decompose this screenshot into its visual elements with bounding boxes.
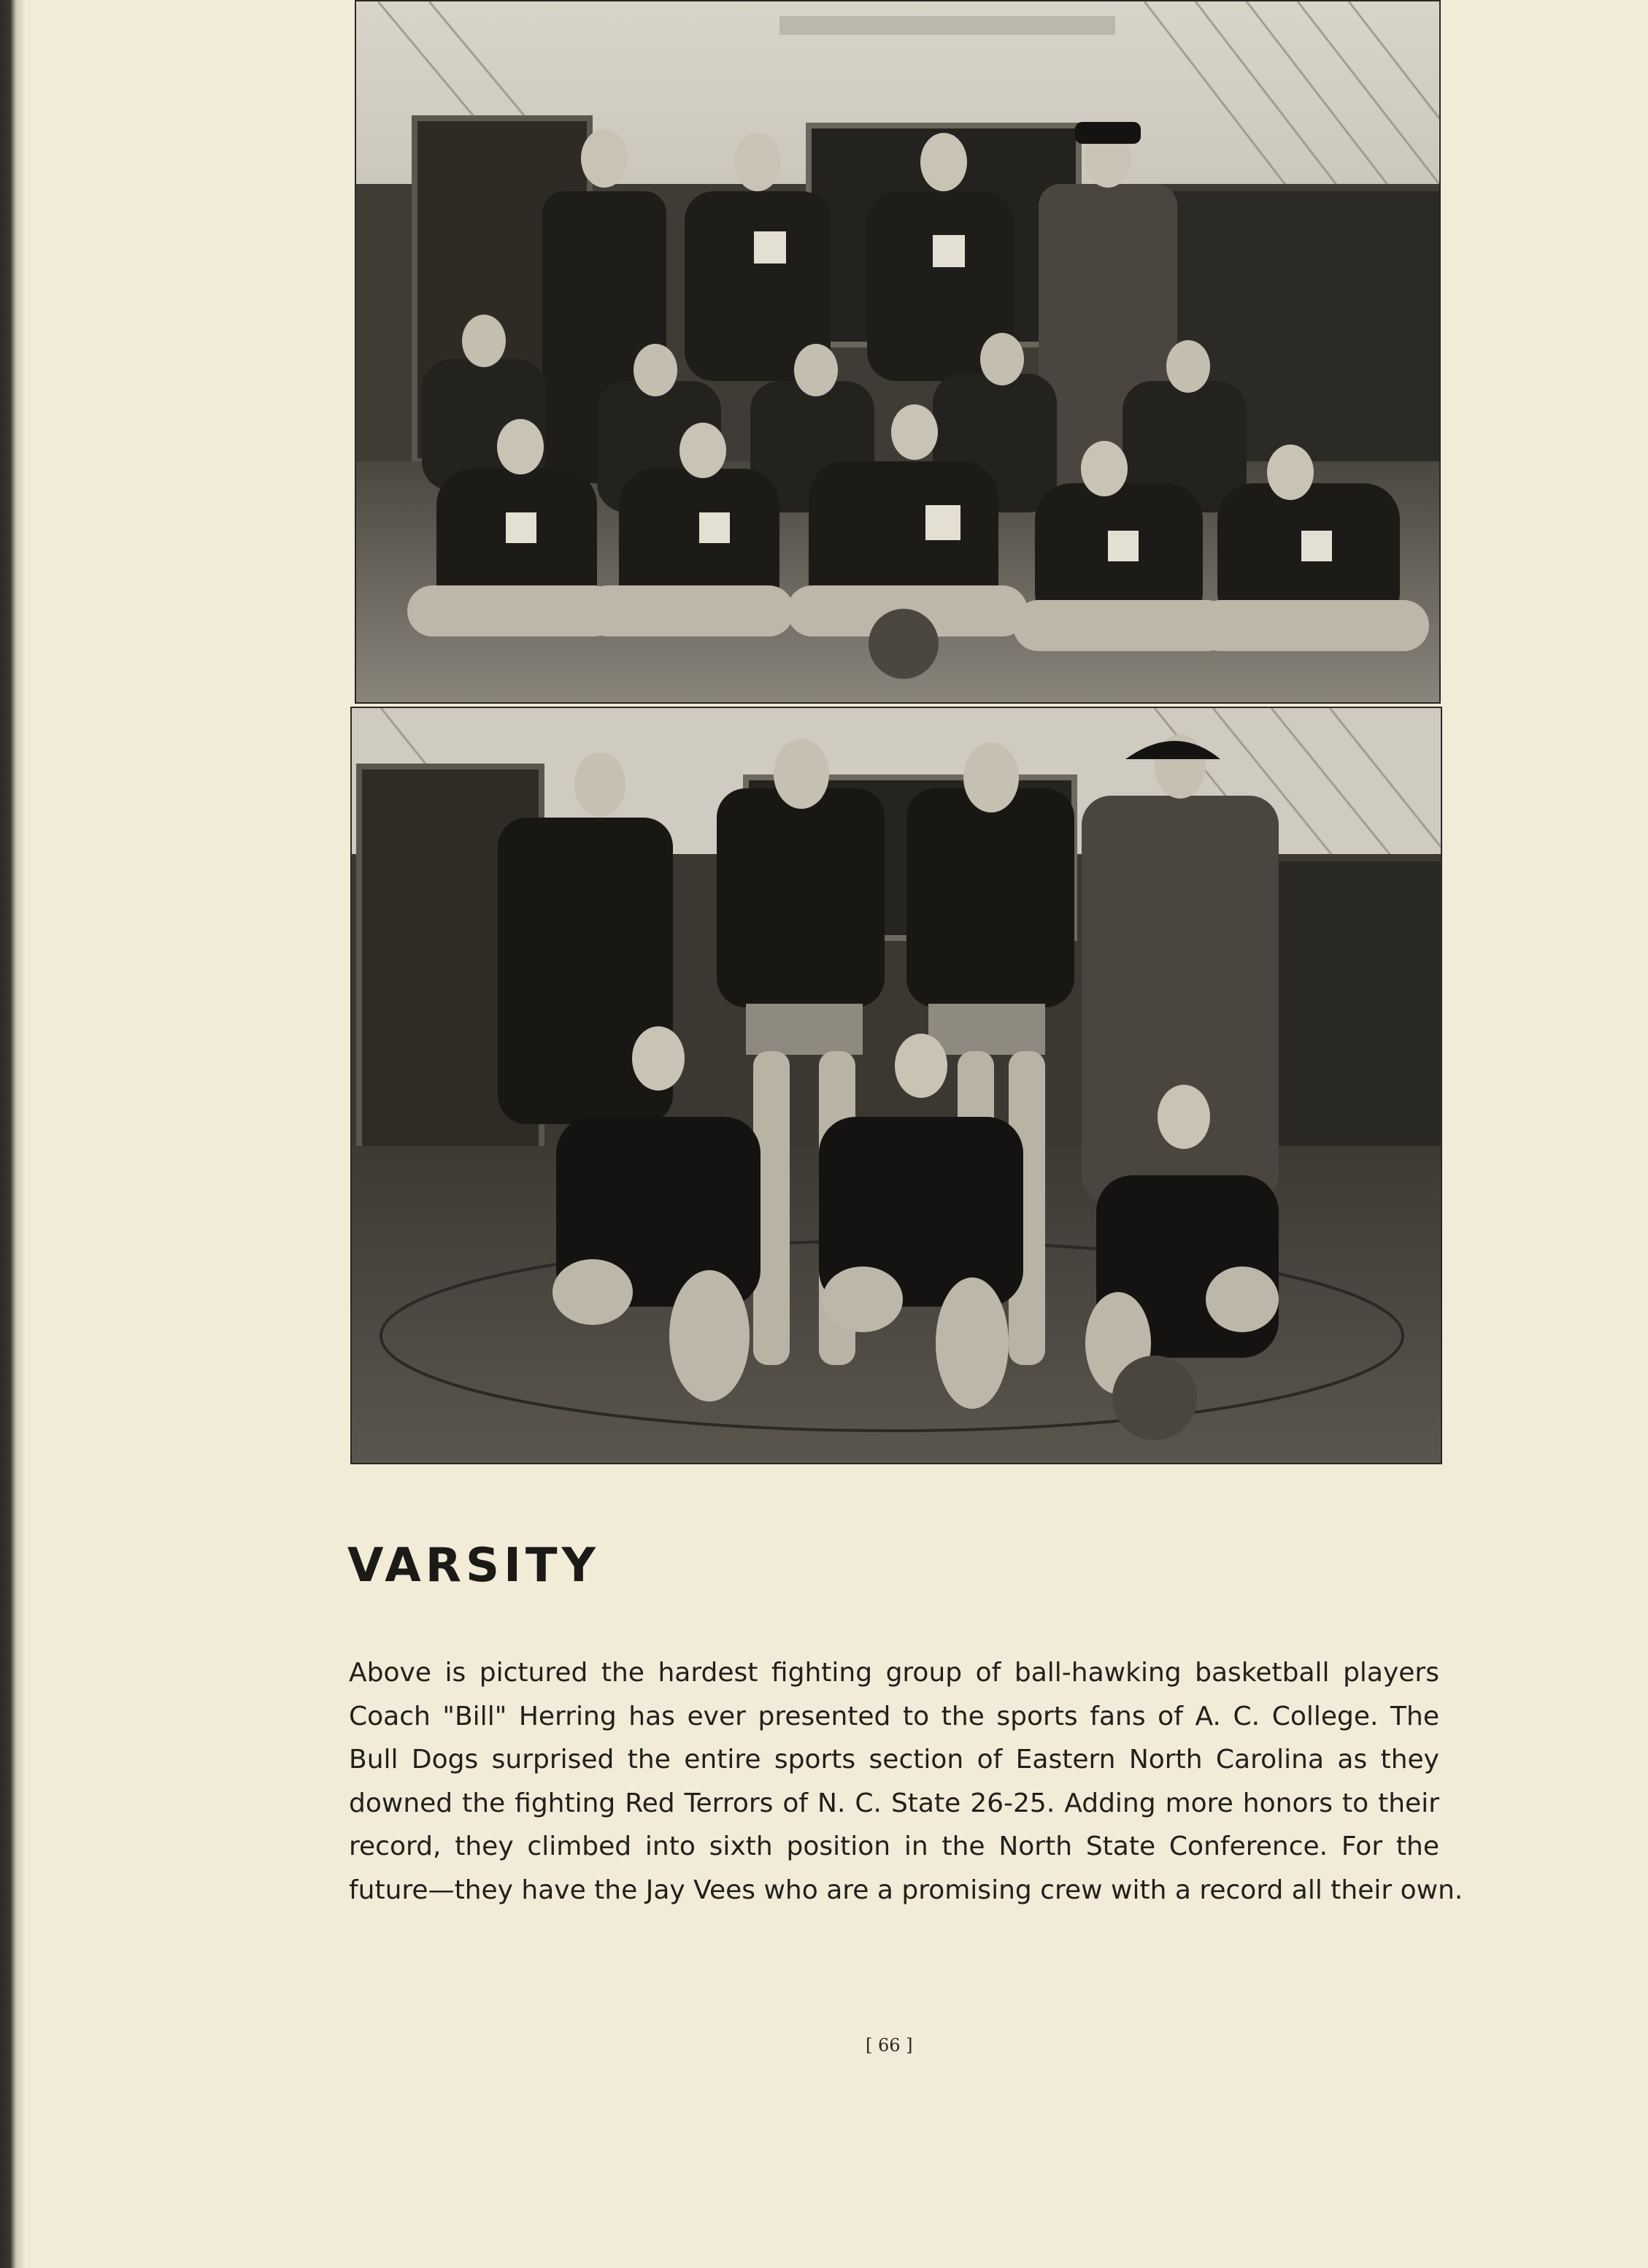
article-paragraph: [349, 1651, 1463, 1912]
page-title: VARSITY: [347, 1539, 600, 1593]
paragraph-line: future—they have the Jay Vees who are a promising crew with a record all their own.: [349, 1875, 1463, 1905]
varsity-team-photo: [355, 0, 1441, 704]
page-number: [ 66 ]: [866, 2035, 913, 2056]
paragraph-line: Coach "Bill" Herring has ever presented to the sports fans of A. C. College. The: [349, 1701, 1439, 1731]
paragraph-line: Bull Dogs surprised the entire sports section of Eastern North Carolina as they: [349, 1745, 1439, 1775]
jay-vees-team-photo: [350, 707, 1442, 1464]
paragraph-line: record, they climbed into sixth position in the North State Conference. For the: [349, 1831, 1439, 1861]
paragraph-line: Above is pictured the hardest fighting group of ball-hawking basketball players: [349, 1658, 1439, 1688]
page-binding-edge: [0, 0, 25, 2268]
paragraph-line: downed the fighting Red Terrors of N. C. State 26-25. Adding more honors to their: [349, 1788, 1439, 1818]
